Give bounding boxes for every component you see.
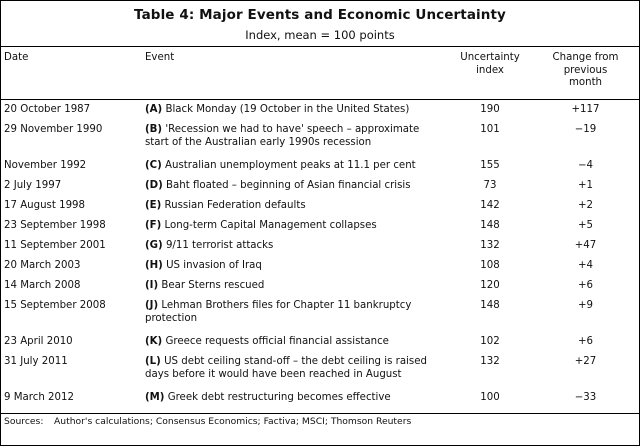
cell-event <box>145 240 435 253</box>
cell-date: November 1992 <box>4 160 87 171</box>
event-text: Lehman Brothers files for Chapter 11 bankruptcy protection <box>145 300 412 324</box>
cell-date: 17 August 1998 <box>4 200 86 211</box>
cell-event <box>145 124 435 149</box>
header-uncertainty-index <box>452 52 528 77</box>
header-change <box>548 52 623 90</box>
sources-label: Sources: <box>4 416 44 427</box>
cell-change: −33 <box>574 392 597 403</box>
cell-event <box>145 160 435 173</box>
cell-change: +1 <box>577 180 594 191</box>
event-text: Long-term Capital Management collapses <box>164 220 377 231</box>
event-code: (B) <box>145 124 163 135</box>
cell-event <box>145 356 435 381</box>
header-change-line-3: month <box>568 77 603 88</box>
event-code: (K) <box>145 336 163 347</box>
event-code: (H) <box>145 260 163 271</box>
cell-uncertainty-index: 108 <box>480 260 500 271</box>
cell-date: 14 March 2008 <box>4 280 81 291</box>
cell-change: +4 <box>577 260 594 271</box>
event-text: 9/11 terrorist attacks <box>165 240 274 251</box>
header-uncertainty-line-2: index <box>476 64 504 76</box>
cell-date: 20 October 1987 <box>4 104 91 115</box>
sources-note <box>4 416 411 427</box>
event-text: US debt ceiling stand-off – the debt ceiling is raised days before it would have been reached in August <box>145 356 427 380</box>
cell-uncertainty-index: 101 <box>480 124 500 135</box>
table-bottom-rule <box>0 413 640 414</box>
sources-text: Author's calculations; Consensus Economics; Factiva; MSCI; Thomson Reuters <box>54 416 412 427</box>
cell-uncertainty-index: 132 <box>480 356 500 367</box>
cell-date: 31 July 2011 <box>4 356 68 367</box>
event-text: Black Monday (19 October in the United States) <box>165 104 410 115</box>
cell-change: −19 <box>574 124 597 135</box>
event-code: (I) <box>145 280 159 291</box>
event-code: (A) <box>145 104 163 115</box>
event-code: (G) <box>145 240 163 251</box>
header-bottom-rule <box>0 99 640 100</box>
table-title: Table 4: Major Events and Economic Uncertainty <box>134 7 506 23</box>
cell-change: +2 <box>577 200 594 211</box>
cell-uncertainty-index: 148 <box>480 220 500 231</box>
cell-event <box>145 336 435 349</box>
event-code: (E) <box>145 200 162 211</box>
header-uncertainty-line-1: Uncertainty <box>460 52 520 63</box>
cell-change: +6 <box>577 280 594 291</box>
event-text: Baht floated – beginning of Asian financial crisis <box>166 180 411 191</box>
cell-date: 9 March 2012 <box>4 392 74 403</box>
cell-event <box>145 200 435 213</box>
event-text: US invasion of Iraq <box>166 260 262 271</box>
event-text: 'Recession we had to have' speech – approximate start of the Australian early 1990s recession <box>145 124 420 148</box>
event-text: Bear Sterns rescued <box>161 280 265 291</box>
event-code: (M) <box>145 392 165 403</box>
cell-date: 2 July 1997 <box>4 180 62 191</box>
event-text: Russian Federation defaults <box>164 200 306 211</box>
header-change-line-1: Change from <box>552 52 619 63</box>
cell-uncertainty-index: 102 <box>480 336 500 347</box>
cell-uncertainty-index: 148 <box>480 300 500 311</box>
event-code: (L) <box>145 356 161 367</box>
cell-change: +6 <box>577 336 594 347</box>
event-text: Greek debt restructuring becomes effective <box>167 392 391 403</box>
header-date: Date <box>4 52 29 63</box>
cell-event <box>145 300 435 325</box>
event-code: (J) <box>145 300 159 311</box>
cell-uncertainty-index: 100 <box>480 392 500 403</box>
cell-change: +9 <box>577 300 594 311</box>
cell-change: +27 <box>574 356 597 367</box>
cell-uncertainty-index: 120 <box>480 280 500 291</box>
cell-uncertainty-index: 190 <box>480 104 500 115</box>
header-change-line-2: previous <box>563 64 608 76</box>
cell-event <box>145 392 435 405</box>
cell-date: 11 September 2001 <box>4 240 106 251</box>
cell-uncertainty-index: 155 <box>480 160 500 171</box>
event-code: (F) <box>145 220 162 231</box>
cell-uncertainty-index: 73 <box>483 180 497 191</box>
cell-change: +47 <box>574 240 597 251</box>
cell-uncertainty-index: 142 <box>480 200 500 211</box>
cell-date: 15 September 2008 <box>4 300 106 311</box>
event-code: (D) <box>145 180 163 191</box>
cell-event <box>145 104 435 117</box>
cell-event <box>145 220 435 233</box>
event-code: (C) <box>145 160 162 171</box>
cell-event <box>145 180 435 193</box>
cell-change: −4 <box>577 160 594 171</box>
cell-event <box>145 260 435 273</box>
header-event: Event <box>145 52 175 63</box>
cell-date: 23 September 1998 <box>4 220 106 231</box>
header-top-rule <box>0 46 640 47</box>
cell-change: +117 <box>571 104 600 115</box>
cell-date: 20 March 2003 <box>4 260 81 271</box>
table-subtitle: Index, mean = 100 points <box>245 28 395 42</box>
cell-date: 29 November 1990 <box>4 124 103 135</box>
event-text: Australian unemployment peaks at 11.1 per cent <box>165 160 416 171</box>
cell-date: 23 April 2010 <box>4 336 73 347</box>
cell-event <box>145 280 435 293</box>
cell-change: +5 <box>577 220 594 231</box>
event-text: Greece requests official financial assistance <box>165 336 389 347</box>
cell-uncertainty-index: 132 <box>480 240 500 251</box>
